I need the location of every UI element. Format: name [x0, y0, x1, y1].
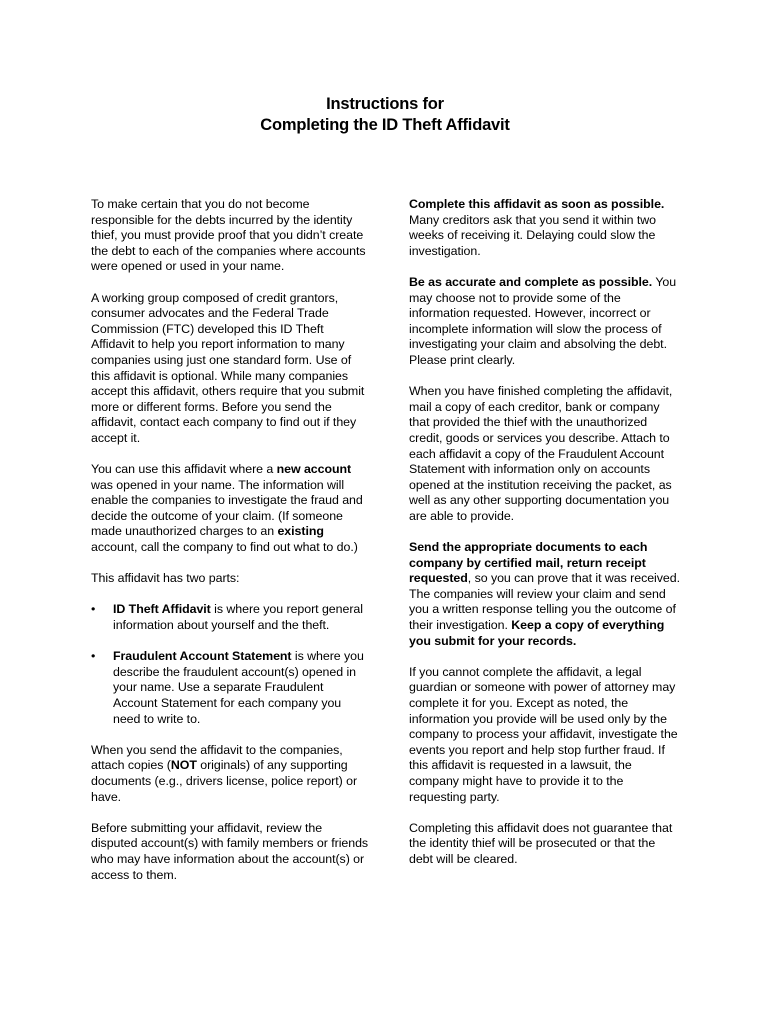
left-column — [91, 197, 369, 899]
title-line-2: Completing the ID Theft Affidavit — [260, 116, 510, 134]
list-item-id-theft-affidavit: • ID Theft Affidavit is where you report general information about yourself and the theft. — [91, 602, 363, 633]
parts-list — [91, 602, 369, 727]
bullet-icon: • — [91, 602, 96, 617]
paragraph-no-guarantee: Completing this affidavit does not guarantee that the identity thief will be prosecuted or that the debt will be cleared. — [409, 820, 673, 866]
right-column — [409, 197, 681, 883]
new-account-emphasis: new account — [276, 462, 352, 477]
bullet-icon: • — [91, 649, 96, 664]
paragraph-two-parts: This affidavit has two parts: — [91, 571, 240, 586]
paragraph-accurate: Be as accurate and complete as possible. You may choose not to provide some of the information requested. However, incorrect or incomplete information will slow the process of investigating your claim and absolving the debt. Please print clearly. — [409, 274, 677, 367]
existing-emphasis: existing — [277, 524, 324, 539]
page-title — [0, 94, 770, 136]
title-line-1: Instructions for — [326, 95, 444, 113]
list-item-fraudulent-account-statement: • Fraudulent Account Statement is where you describe the fraudulent account(s) opened in your name. Use a separate Fraudulent Account Statement for each company you need to write to. — [91, 649, 364, 726]
paragraph-new-account: You can use this affidavit where a new account was opened in your name. The information will enable the companies to investigate the fraud and decide the outcome of your claim. (If someone made unauthorized charges to an existing account, call the company to find out what to do.) — [91, 462, 363, 555]
paragraph-review-accounts: Before submitting your affidavit, review the disputed account(s) with family members or friends who may have information about the account(s) or access to them. — [91, 820, 369, 882]
paragraph-working-group: A working group composed of credit grantors, consumer advocates and the Federal Trade Commission (FTC) developed this ID Theft Affidavit to help you report information to many companies using just one standard form. Use of this affidavit is optional. While many companies accept this affidavit, others require that you submit more or different forms. Before you send the affidavit, contact each company to find out if they accept it. — [91, 290, 365, 445]
not-emphasis: NOT — [170, 758, 197, 773]
paragraph-complete-soon: Complete this affidavit as soon as possible. Many creditors ask that you send it within two weeks of receiving it. Delaying could slow the investigation. — [409, 197, 665, 258]
paragraph-proof: To make certain that you do not become responsible for the debts incurred by the identity thief, you must provide proof that you didn’t create the debt to each of the companies where accounts were opened or used in your name. — [91, 197, 366, 274]
paragraph-mail-copy: When you have finished completing the affidavit, mail a copy of each creditor, bank or company that provided the thief with the unauthorized credit, goods or services you describe. Attach to each affidavit a copy of the Fraudulent Account Statement with information only on accounts opened at the institution receiving the packet, as well as any other supporting documentation you are able to provide. — [409, 384, 673, 523]
paragraph-attach-copies: When you send the affidavit to the companies, attach copies (NOT originals) of any supporting documents (e.g., drivers license, police report) or have. — [91, 742, 358, 804]
paragraph-legal-guardian: If you cannot complete the affidavit, a legal guardian or someone with power of attorney may complete it for you. Except as noted, the information you provide will be used only by the company to process your affidavit, investigate the events you report and help stop further fraud. If this affidavit is requested in a lawsuit, the company might have to provide it to the requesting party. — [409, 664, 678, 804]
paragraph-certified-mail: Send the appropriate documents to each company by certified mail, return receipt requested, so you can prove that it was received. The companies will review your claim and send you a written response telling you the outcome of their investigation. Keep a copy of everything you submit for your records. — [409, 540, 680, 648]
